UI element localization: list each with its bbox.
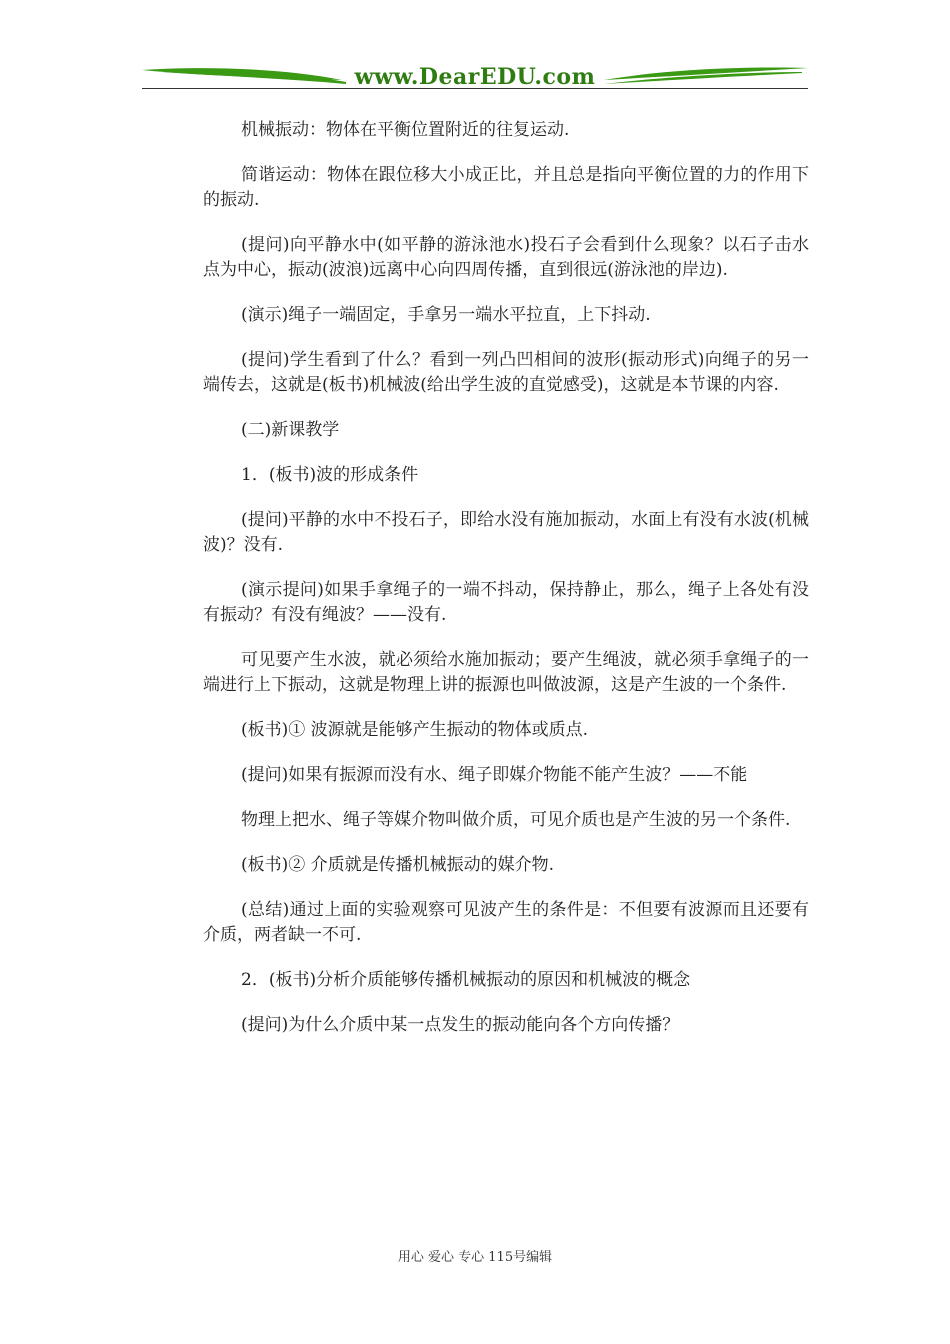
paragraph-10: 可见要产生水波，就必须给水施加振动；要产生绳波，就必须手拿绳子的一端进行上下振动，这就是物理上讲的振源也叫做波源，这是产生波的一个条件. — [203, 650, 809, 695]
site-logo-text: www.DearEDU.com — [354, 64, 596, 90]
paragraph-11: (板书)① 波源就是能够产生振动的物体或质点. — [241, 720, 589, 740]
paragraph-2: 简谐运动：物体在跟位移大小成正比，并且总是指向平衡位置的力的作用下的振动. — [203, 165, 809, 210]
paragraph-14: (板书)② 介质就是传播机械振动的媒介物. — [241, 855, 555, 875]
subsection-heading-1: 1．(板书)波的形成条件 — [241, 465, 419, 485]
paragraph-12: (提问)如果有振源而没有水、绳子即媒介物能不能产生波？——不能 — [241, 765, 748, 785]
paragraph-1: 机械振动：物体在平衡位置附近的往复运动. — [241, 120, 570, 140]
header-divider — [142, 88, 808, 89]
paragraph-15: (总结)通过上面的实验观察可见波产生的条件是：不但要有波源而且还要有介质，两者缺一不可. — [203, 900, 809, 945]
paragraph-3: (提问)向平静水中(如平静的游泳池水)投石子会看到什么现象？以石子击水点为中心，振动(波浪)远离中心向四周传播，直到很远(游泳池的岸边). — [203, 235, 809, 280]
subsection-heading-2: 2．(板书)分析介质能够传播机械振动的原因和机械波的概念 — [241, 970, 691, 990]
paragraph-4: (演示)绳子一端固定，手拿另一端水平拉直，上下抖动. — [241, 305, 651, 325]
paragraph-5: (提问)学生看到了什么？看到一列凸凹相间的波形(振动形式)向绳子的另一端传去，这就是(板书)机械波(给出学生波的直觉感受)，这就是本节课的内容. — [203, 350, 809, 395]
paragraph-9: (演示提问)如果手拿绳子的一端不抖动，保持静止，那么，绳子上各处有没有振动？有没有绳波？——没有. — [203, 580, 809, 625]
paragraph-8: (提问)平静的水中不投石子，即给水没有施加振动，水面上有没有水波(机械波)？没有. — [203, 510, 809, 555]
section-heading: (二)新课教学 — [241, 420, 340, 440]
paragraph-17: (提问)为什么介质中某一点发生的振动能向各个方向传播？ — [241, 1015, 680, 1035]
page-footer: 用心 爱心 专心 115号编辑 — [397, 1250, 553, 1265]
paragraph-13: 物理上把水、绳子等媒介物叫做介质，可见介质也是产生波的另一个条件. — [241, 810, 791, 830]
document-body — [203, 118, 809, 1058]
